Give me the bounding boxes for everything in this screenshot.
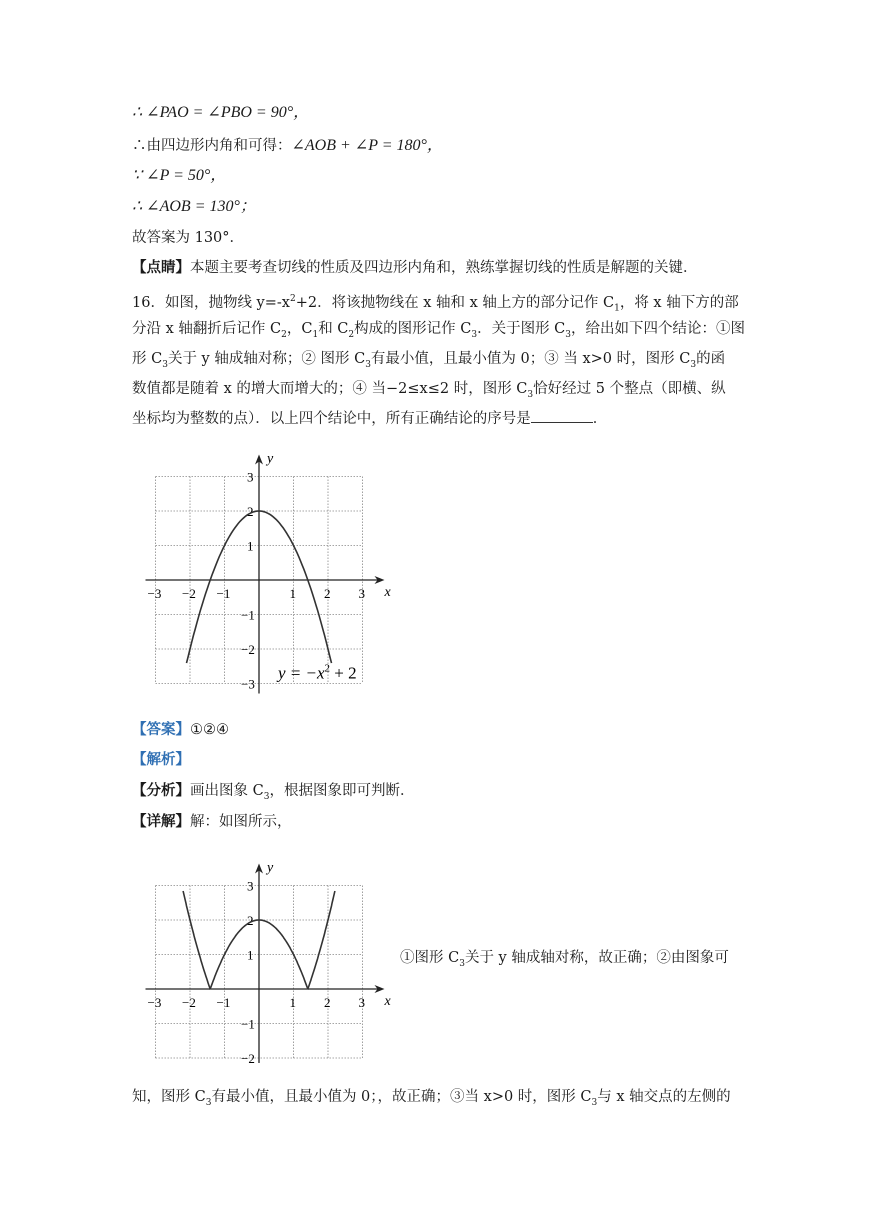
q16-line-1 (132, 289, 739, 319)
text: ，将 x 轴下方的部 (619, 294, 739, 311)
sup: 2 (289, 294, 296, 304)
answer-row (132, 720, 229, 740)
sub: 3 (365, 359, 371, 370)
text: 知，图形 C (132, 1089, 206, 1105)
equation-math: ∠AOB + ∠P = 180°， (291, 137, 443, 154)
sub: 1 (312, 329, 319, 340)
equation-label (276, 662, 357, 682)
text: 与 x 轴交点的左侧的 (597, 1089, 731, 1105)
folded-parabola-graph (140, 848, 400, 1063)
equation-right-angles (132, 103, 309, 123)
x-tick-label: −1 (216, 586, 231, 601)
q16-line-5 (132, 409, 607, 429)
text: ，根据图象即可判断． (269, 783, 415, 799)
x-tick-label: 2 (324, 995, 331, 1010)
x-tick-label: −2 (182, 586, 196, 601)
text: ． (592, 411, 608, 427)
x-tick-label: 3 (358, 586, 365, 601)
q16-line-2 (132, 319, 745, 345)
comment-text: 本题主要考查切线的性质及四边形内角和，熟练掌握切线的性质是解题的关键． (190, 260, 698, 276)
sub: 3 (263, 791, 270, 802)
text: ，给出如下四个结论：①图 (571, 321, 746, 337)
text: 有最小值，且最小值为 0；，故正确；③当 x>0 时，图形 C (211, 1089, 592, 1105)
answer-value: ①②④ (190, 722, 229, 738)
x-tick-label: 1 (289, 586, 296, 601)
text: +2．将该抛物线在 x 轴和 x 轴上方的部分记作 C (295, 294, 615, 311)
y-tick-label: 1 (247, 538, 254, 554)
text: 画出图象 C (190, 783, 264, 799)
answer-line (132, 228, 244, 248)
text: ①图形 C (400, 950, 460, 966)
text: 的函 (696, 351, 726, 367)
q16-line-3 (132, 349, 725, 375)
sub: 2 (348, 329, 355, 340)
analysis-tag: 【解析】 (132, 751, 190, 768)
equation-text: ∴ ∠PAO = ∠PBO = 90°， (132, 104, 310, 121)
y-tick-label: −1 (241, 607, 255, 623)
text: 关于 y 轴成轴对称，故正确；②由图象可 (464, 950, 729, 966)
y-tick-label: 3 (247, 878, 254, 894)
equation-result (132, 197, 256, 217)
y-tick-label: −1 (241, 1016, 255, 1032)
text: ，C (286, 321, 313, 337)
x-tick-label: 1 (289, 995, 296, 1010)
equation-given-p (132, 166, 226, 186)
x-tick-label: 2 (324, 586, 331, 601)
fenxi-tag: 【分析】 (132, 782, 190, 799)
text: 形 C (132, 351, 163, 367)
equation-angle-sum (132, 136, 443, 156)
equation-text: ∵ ∠P = 50°， (132, 167, 227, 184)
y-tick-label: 2 (247, 913, 254, 928)
text: ．关于图形 C (477, 321, 566, 337)
q16-line-4 (132, 379, 726, 405)
sub: 3 (162, 359, 168, 370)
sub: 3 (459, 958, 465, 969)
y-axis-label: y (267, 451, 274, 467)
xiangjie-line (132, 812, 292, 832)
text: 坐标均为整数的点）．以上四个结论中，所有正确结论的序号是 (132, 411, 531, 427)
sub: 3 (471, 329, 478, 340)
text: 数值都是随着 x 的增大而增大的；④ 当−2≤x≤2 时，图形 C (132, 381, 528, 397)
text: 分沿 x 轴翻折后记作 C (132, 321, 282, 337)
text: 恰好经过 5 个整点（即横、纵 (533, 381, 726, 397)
side-text (400, 948, 729, 974)
text: 和 C (318, 321, 349, 337)
y-tick-label: 2 (247, 504, 254, 519)
x-tick-label: −2 (182, 995, 196, 1010)
equation-exponent: 2 (324, 662, 331, 675)
answer-blank (531, 410, 593, 423)
comment-line (132, 258, 698, 278)
y-axis-label: y (267, 860, 274, 876)
sub: 3 (565, 329, 572, 340)
x-tick-label: −3 (147, 995, 162, 1010)
sub: 3 (205, 1097, 212, 1108)
sub: 3 (527, 389, 534, 400)
y-tick-label: 1 (247, 947, 254, 963)
sub: 1 (614, 303, 620, 314)
x-tick-label: −1 (216, 995, 231, 1010)
equation-part: + 2 (330, 663, 357, 683)
fenxi-line (132, 781, 414, 807)
x-tick-label: 3 (358, 995, 365, 1010)
x-axis-label: x (384, 994, 391, 1009)
y-tick-label: −2 (241, 1051, 255, 1063)
sub: 2 (281, 329, 287, 340)
text: 解：如图所示， (190, 814, 292, 830)
equation-text: ∴ ∠AOB = 130°； (132, 198, 256, 215)
equation-prefix: ∴由四边形内角和可得： (132, 138, 292, 154)
equation-part: y = −x (277, 663, 325, 683)
sub: 3 (591, 1097, 598, 1108)
answer-line-text: 故答案为 130°． (132, 230, 245, 246)
parabola-graph (140, 445, 400, 700)
text: 构成的图形记作 C (354, 321, 472, 337)
answer-tag: 【答案】 (132, 721, 190, 738)
text: 有最小值，且最小值为 0；③ 当 x>0 时，图形 C (370, 351, 691, 367)
y-tick-label: 3 (247, 469, 254, 485)
y-tick-label: −2 (241, 642, 255, 657)
y-tick-label: −3 (241, 676, 255, 692)
last-line (132, 1087, 731, 1113)
x-axis-label: x (384, 585, 391, 600)
xiangjie-tag: 【详解】 (132, 813, 190, 830)
sub: 3 (690, 359, 697, 370)
x-tick-label: −3 (147, 586, 162, 601)
text: 16．如图，抛物线 y=-x (132, 294, 290, 311)
text: 关于 y 轴成轴对称；② 图形 C (167, 351, 366, 367)
comment-tag: 【点睛】 (132, 259, 190, 276)
